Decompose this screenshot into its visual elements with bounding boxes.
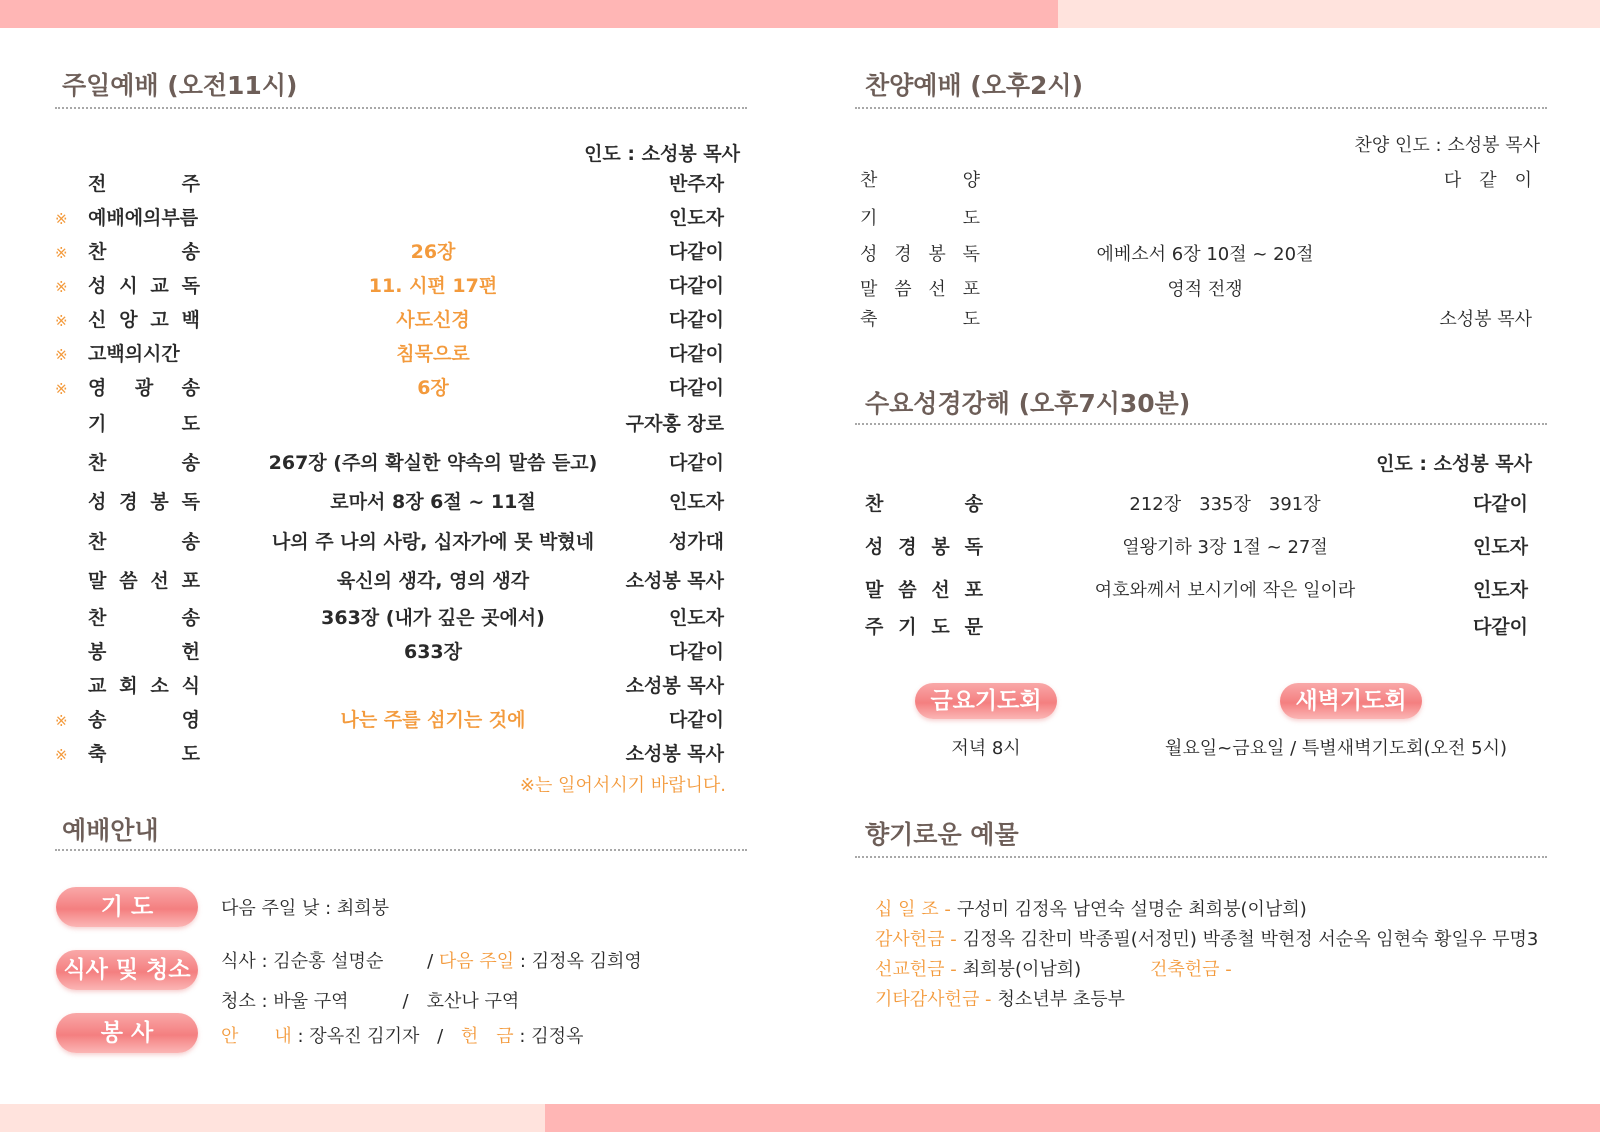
serve-sep: / — [437, 1026, 444, 1047]
clean-line: 청소 : 바울 구역 / 호산나 구역 — [221, 991, 520, 1012]
order-label: 봉 헌 — [88, 641, 200, 663]
offering-row — [875, 961, 1081, 979]
praise-label: 성 경 봉 독 — [860, 244, 980, 265]
order-content: 26장 — [410, 241, 456, 263]
order-label: 찬 송 — [88, 531, 200, 553]
order-label: 신 앙 고 백 — [88, 309, 200, 331]
wednesday-label: 말 씀 선 포 — [865, 579, 983, 601]
next-sunday-text: : 김정옥 김희영 — [519, 951, 642, 972]
order-person: 다같이 — [668, 275, 724, 297]
order-content: 육신의 생각, 영의 생각 — [336, 570, 530, 592]
praise-leader: 찬양 인도 : 소성봉 목사 — [1354, 135, 1540, 156]
guide-divider — [55, 849, 747, 851]
friday-prayer-pill: 금요기도회 — [915, 683, 1057, 719]
order-person: 반주자 — [668, 173, 724, 195]
praise-content: 영적 전쟁 — [1167, 279, 1243, 300]
order-person: 다같이 — [668, 452, 724, 474]
order-person: 인도자 — [668, 491, 724, 513]
usher-text: : 장옥진 김기자 — [297, 1026, 420, 1047]
stand-mark: ※ — [55, 746, 68, 764]
wednesday-person: 다같이 — [1472, 616, 1528, 638]
meal-sep: / — [427, 951, 434, 972]
order-person: 성가대 — [668, 531, 724, 553]
wednesday-divider — [855, 423, 1547, 425]
order-person: 인도자 — [668, 207, 724, 229]
offering-names: 최희붕(이남희) — [962, 959, 1082, 980]
order-label: 성 경 봉 독 — [88, 491, 200, 513]
order-person: 다같이 — [668, 343, 724, 365]
next-sunday-label: 다음 주일 — [438, 951, 515, 972]
offering-usher-label: 헌 금 — [460, 1026, 514, 1047]
praise-label: 기 도 — [860, 208, 980, 229]
prayer-pill: 기 도 — [56, 887, 198, 927]
order-person: 다같이 — [668, 241, 724, 263]
order-content: 363장 (내가 깊은 곳에서) — [321, 607, 545, 629]
serve-pill: 봉 사 — [56, 1013, 198, 1053]
stand-mark: ※ — [55, 210, 68, 228]
order-content: 267장 (주의 확실한 약속의 말씀 듣고) — [268, 452, 598, 474]
meal-pill: 식사 및 청소 — [56, 950, 198, 990]
order-person: 소성봉 목사 — [625, 570, 724, 592]
order-person: 소성봉 목사 — [625, 675, 724, 697]
praise-title: 찬양예배 (오후2시) — [865, 71, 1084, 100]
order-label: 기 도 — [88, 413, 200, 435]
order-content: 나의 주 나의 사랑, 십자가에 못 박혔네 — [271, 531, 595, 553]
order-content: 6장 — [417, 377, 449, 399]
order-content: 633장 — [403, 641, 462, 663]
praise-divider — [855, 107, 1547, 109]
order-label: 교 회 소 식 — [88, 675, 200, 697]
order-label: 찬 송 — [88, 607, 200, 629]
sunday-divider — [55, 107, 747, 109]
offering-names: 김정옥 김찬미 박종필(서정민) 박종철 박현정 서순옥 임현숙 황일우 무명3 — [962, 929, 1539, 950]
praise-content: 에베소서 6장 10절 ~ 20절 — [1096, 244, 1314, 265]
stand-mark: ※ — [55, 278, 68, 296]
usher-label: 안 내 — [221, 1026, 292, 1047]
order-label: 축 도 — [88, 743, 200, 765]
stand-mark: ※ — [55, 712, 68, 730]
order-content: 로마서 8장 6절 ~ 11절 — [330, 491, 536, 513]
order-label: 송 영 — [88, 709, 200, 731]
offering-divider — [855, 856, 1547, 858]
offering-names: 청소년부 초등부 — [997, 989, 1125, 1010]
prayer-text: 다음 주일 낮 : 최희붕 — [221, 898, 390, 919]
wednesday-person: 인도자 — [1472, 536, 1528, 558]
wednesday-content: 열왕기하 3장 1절 ~ 27절 — [1122, 537, 1328, 558]
dawn-time: 월요일~금요일 / 특별새벽기도회(오전 5시) — [1165, 738, 1508, 759]
order-label: 예배에의부름 — [88, 207, 199, 229]
praise-person: 소성봉 목사 — [1439, 309, 1532, 330]
offering-row — [875, 901, 1307, 919]
stand-mark: ※ — [55, 380, 68, 398]
order-label: 찬 송 — [88, 241, 200, 263]
order-label: 영 광 송 — [88, 377, 200, 399]
building-fund-label: 건축헌금 - — [1150, 959, 1232, 980]
order-person: 구자홍 장로 — [625, 413, 724, 435]
offering-label: 기타감사헌금 - — [875, 989, 992, 1010]
praise-label: 축 도 — [860, 309, 980, 330]
order-label: 고백의시간 — [88, 343, 180, 365]
top-bar-pink — [0, 0, 1058, 28]
stand-note: ※는 일어서시기 바랍니다. — [519, 775, 726, 796]
order-person: 인도자 — [668, 607, 724, 629]
offering-row — [875, 991, 1125, 1009]
serve-line — [221, 1028, 583, 1046]
wednesday-label: 성 경 봉 독 — [865, 536, 983, 558]
offering-row — [875, 931, 1538, 949]
offering-label: 감사헌금 - — [875, 929, 957, 950]
order-label: 찬 송 — [88, 452, 200, 474]
bottom-bar-light — [0, 1104, 545, 1132]
meal-text: 식사 : 김순홍 설명순 — [221, 951, 384, 972]
guide-title: 예배안내 — [62, 816, 159, 845]
meal-line1 — [221, 953, 642, 971]
order-person: 다같이 — [668, 641, 724, 663]
top-bar-light — [1058, 0, 1600, 28]
dawn-prayer-pill: 새벽기도회 — [1280, 683, 1422, 719]
bottom-bar-pink — [545, 1104, 1600, 1132]
offering-names: 구성미 김정옥 남연숙 설명순 최희붕(이남희) — [956, 899, 1307, 920]
stand-mark: ※ — [55, 244, 68, 262]
offering-label: 십 일 조 - — [875, 899, 951, 920]
stand-mark: ※ — [55, 312, 68, 330]
offering-usher-text: : 김정옥 — [519, 1026, 584, 1047]
order-content: 11. 시편 17편 — [368, 275, 498, 297]
stand-mark: ※ — [55, 346, 68, 364]
order-person: 다같이 — [668, 309, 724, 331]
order-content: 나는 주를 섬기는 것에 — [340, 709, 526, 731]
wednesday-leader: 인도 : 소성봉 목사 — [1376, 453, 1532, 475]
order-person: 소성봉 목사 — [625, 743, 724, 765]
sunday-leader: 인도 : 소성봉 목사 — [584, 143, 740, 165]
wednesday-person: 인도자 — [1472, 579, 1528, 601]
order-label: 성 시 교 독 — [88, 275, 200, 297]
order-content: 사도신경 — [396, 309, 470, 331]
wednesday-label: 찬 송 — [865, 493, 983, 515]
wednesday-title: 수요성경강해 (오후7시30분) — [865, 389, 1191, 418]
order-person: 다같이 — [668, 709, 724, 731]
friday-time: 저녁 8시 — [951, 738, 1021, 759]
wednesday-label: 주 기 도 문 — [865, 616, 983, 638]
praise-label: 말 씀 선 포 — [860, 279, 980, 300]
wednesday-content: 여호와께서 보시기에 작은 일이라 — [1094, 580, 1356, 601]
order-label: 말 씀 선 포 — [88, 570, 200, 592]
wednesday-content: 212장 335장 391장 — [1129, 494, 1321, 515]
wednesday-person: 다같이 — [1472, 493, 1528, 515]
offering-title: 향기로운 예물 — [865, 820, 1019, 849]
praise-person: 다 같 이 — [1443, 170, 1532, 191]
order-label: 전 주 — [88, 173, 200, 195]
sunday-title: 주일예배 (오전11시) — [62, 71, 298, 100]
order-content: 침묵으로 — [396, 343, 470, 365]
praise-label: 찬 양 — [860, 170, 980, 191]
order-person: 다같이 — [668, 377, 724, 399]
offering-label: 선교헌금 - — [875, 959, 957, 980]
